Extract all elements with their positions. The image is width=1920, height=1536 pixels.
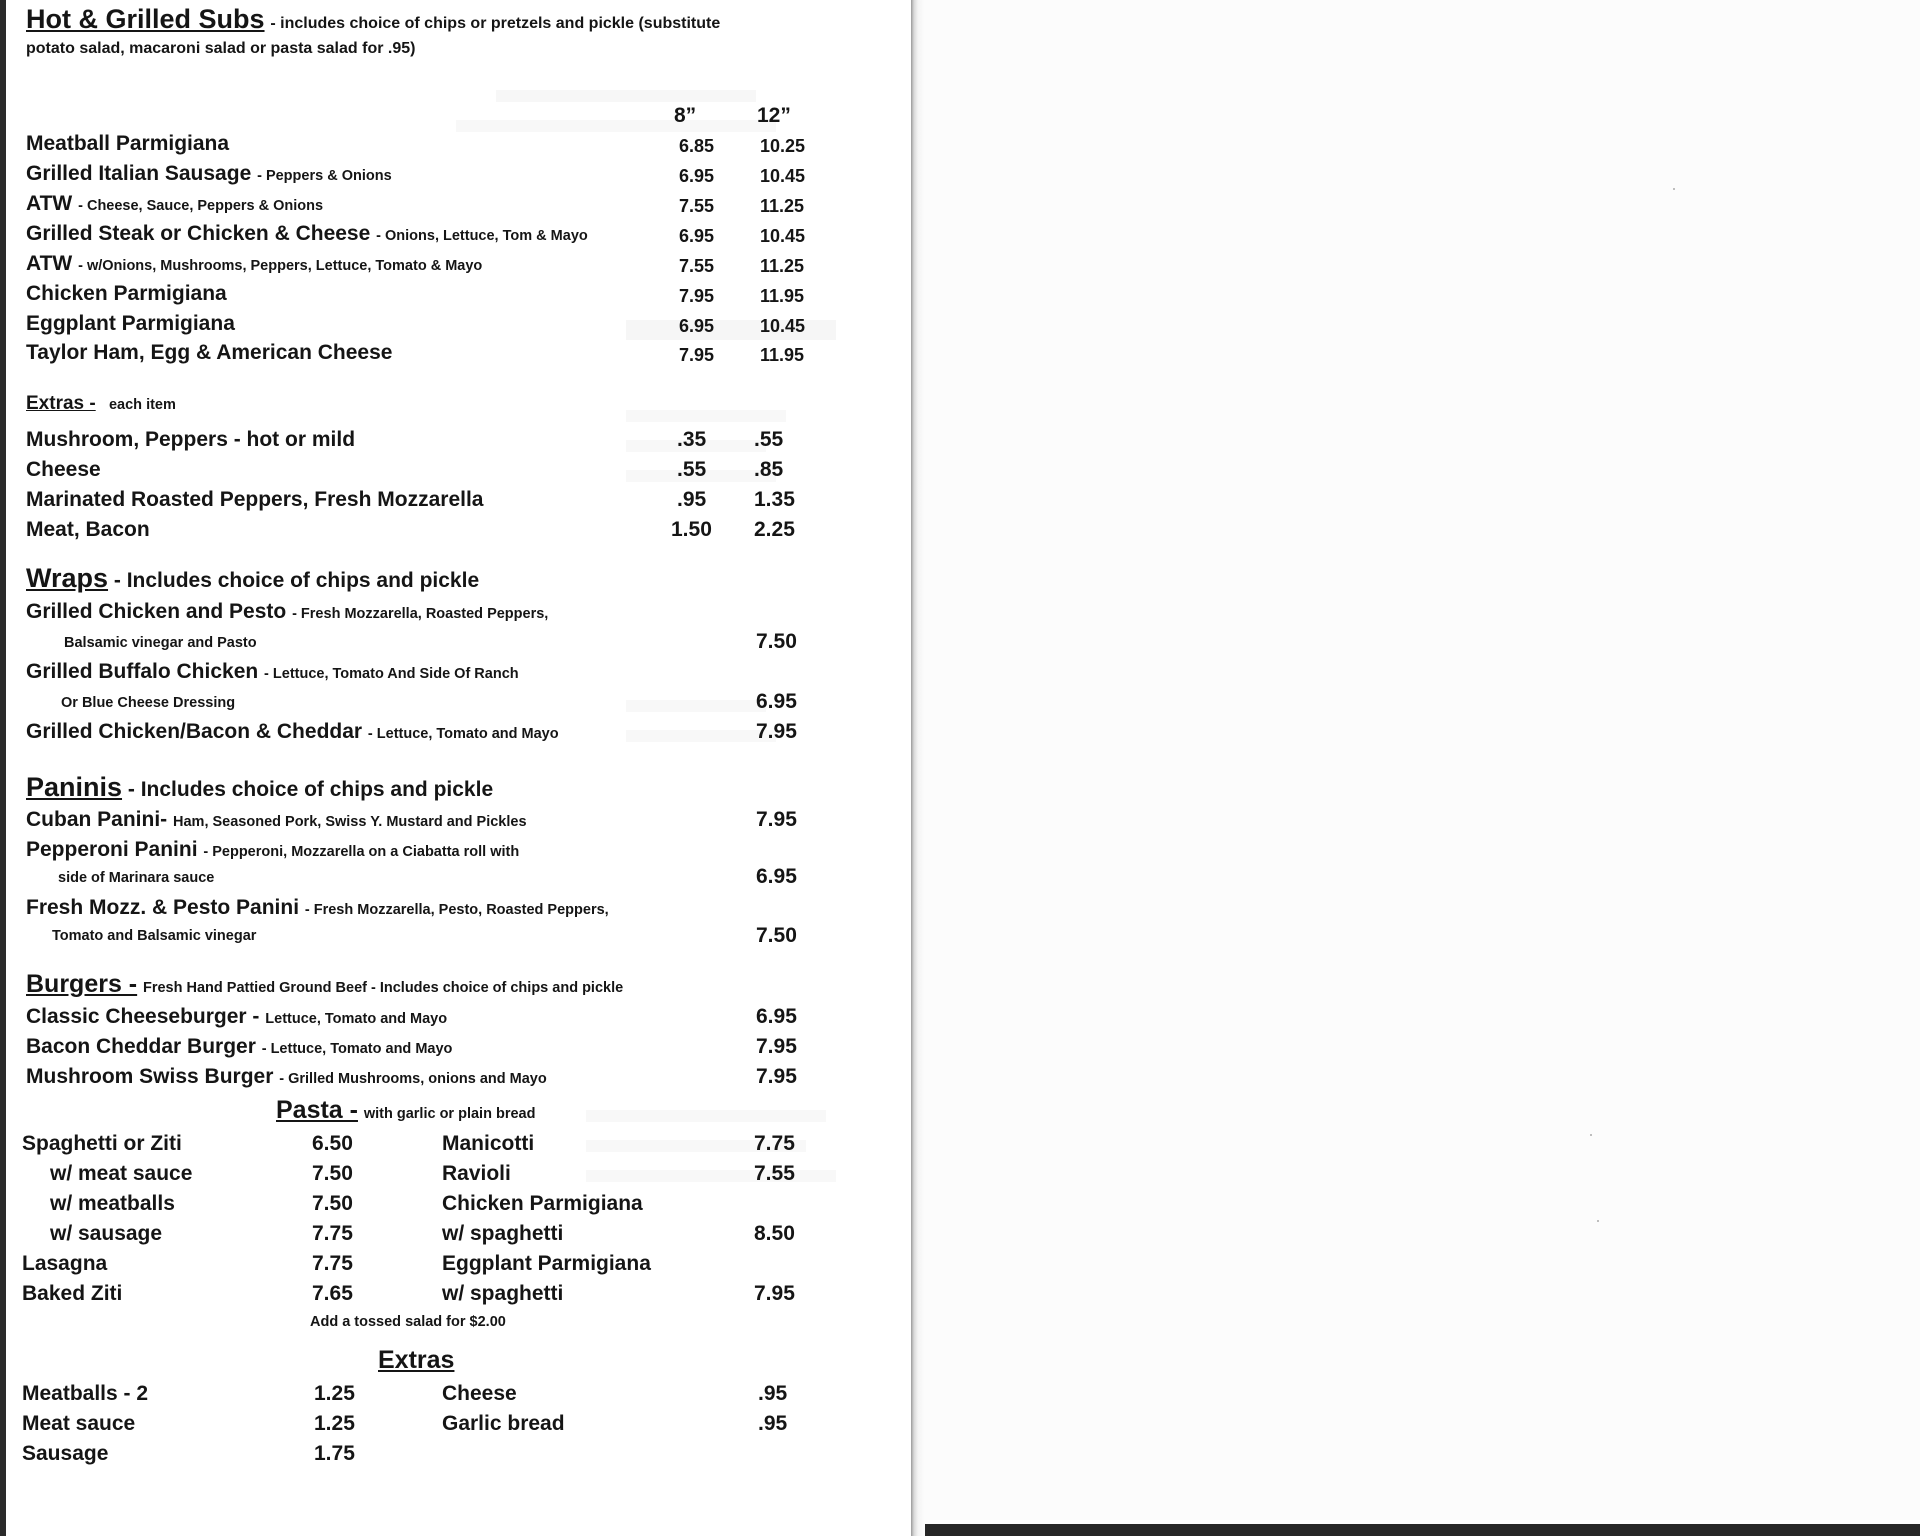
- wrap-price: 7.95: [756, 720, 797, 743]
- pasta-price: 7.55: [754, 1162, 795, 1185]
- sub-price-8: 7.55: [679, 196, 715, 216]
- menu-page-left: [6, 0, 911, 1536]
- pasta-price: 7.65: [312, 1282, 353, 1305]
- burgers-heading: [26, 970, 623, 999]
- sub-item: ATW - w/Onions, Mushrooms, Peppers, Lettuce, Tomato & Mayo: [26, 252, 483, 275]
- paninis-title: Paninis: [26, 772, 123, 802]
- pasta-item: Chicken Parmigiana: [442, 1192, 643, 1215]
- scan-bottom-edge: [925, 1524, 1920, 1536]
- extra-price-8: .35: [677, 428, 707, 451]
- sub-price-12: 11.95: [760, 345, 805, 365]
- pasta-item: Eggplant Parmigiana: [442, 1252, 651, 1275]
- sub-price-8: 7.55: [679, 256, 715, 276]
- pasta-price: 7.75: [312, 1252, 353, 1275]
- extra-price-8: .95: [677, 488, 707, 511]
- sub-item: Taylor Ham, Egg & American Cheese: [26, 341, 393, 364]
- wrap-price: 6.95: [756, 690, 797, 713]
- burger-price: 6.95: [756, 1005, 797, 1028]
- sub-item: Eggplant Parmigiana: [26, 312, 235, 335]
- subs-title: Hot & Grilled Subs: [26, 4, 265, 34]
- paninis-heading: [26, 772, 493, 803]
- sub-price-8: 7.95: [679, 286, 715, 306]
- pasta-price: 7.50: [312, 1162, 353, 1185]
- pasta-item: Manicotti: [442, 1132, 535, 1155]
- subs-subtitle: - includes choice of chips or pretzels and pickle (substitute: [270, 15, 721, 32]
- sub-price-8: 6.95: [679, 226, 715, 246]
- sub-price-8: 6.95: [679, 166, 715, 186]
- menu-page-right-blank: [925, 0, 1920, 1536]
- page-fold-shadow: [911, 0, 925, 1536]
- subs-subtitle-line2: potato salad, macaroni salad or pasta salad for .95): [26, 40, 416, 57]
- pasta-item: w/ spaghetti: [442, 1222, 564, 1245]
- wrap-item: Grilled Chicken/Bacon & Cheddar - Lettuce, Tomato and Mayo: [26, 720, 559, 743]
- wraps-heading: [26, 563, 479, 594]
- paninis-subtitle: - Includes choice of chips and pickle: [127, 778, 494, 801]
- burger-item: Classic Cheeseburger - Lettuce, Tomato and Mayo: [26, 1005, 448, 1028]
- pasta-title: Pasta -: [276, 1096, 358, 1124]
- extra-price-12: .55: [754, 428, 784, 451]
- pasta-extra-price: .95: [758, 1412, 788, 1435]
- pasta-price: 7.75: [312, 1222, 353, 1245]
- panini-item: Fresh Mozz. & Pesto Panini - Fresh Mozzarella, Pesto, Roasted Peppers,: [26, 896, 609, 919]
- burgers-title: Burgers -: [26, 970, 138, 998]
- burgers-subtitle: Fresh Hand Pattied Ground Beef - Includes choice of chips and pickle: [142, 980, 624, 996]
- sub-price-12: 11.25: [760, 196, 805, 216]
- extra-price-12: .85: [754, 458, 784, 481]
- extras-title: Extras -: [26, 393, 96, 414]
- sub-price-8: 6.85: [679, 136, 715, 156]
- pasta-price: 7.75: [754, 1132, 795, 1155]
- extra-item: Meat, Bacon: [26, 518, 150, 541]
- pasta-subtitle: with garlic or plain bread: [363, 1106, 536, 1122]
- sub-price-8: 6.95: [679, 316, 715, 336]
- pasta-extra-price: .95: [758, 1382, 788, 1405]
- sub-item: Grilled Italian Sausage - Peppers & Onions: [26, 162, 392, 185]
- pasta-item: Lasagna: [22, 1252, 108, 1275]
- sub-item: Chicken Parmigiana: [26, 282, 227, 305]
- extras-note: each item: [108, 397, 176, 413]
- size-8-header: 8”: [674, 104, 697, 127]
- pasta-price: 8.50: [754, 1222, 795, 1245]
- extra-price-12: 2.25: [754, 518, 795, 541]
- extra-item: Cheese: [26, 458, 101, 481]
- pasta-item: Baked Ziti: [22, 1282, 123, 1305]
- wrap-price: 7.50: [756, 630, 797, 653]
- burger-item: Bacon Cheddar Burger - Lettuce, Tomato and Mayo: [26, 1035, 453, 1058]
- pasta-extra-price: 1.75: [314, 1442, 355, 1465]
- sub-price-8: 7.95: [679, 345, 715, 365]
- pasta-item: w/ spaghetti: [442, 1282, 564, 1305]
- extra-item: Marinated Roasted Peppers, Fresh Mozzarella: [26, 488, 484, 511]
- pasta-extra-item: Meatballs - 2: [22, 1382, 149, 1405]
- panini-item-desc: Tomato and Balsamic vinegar: [52, 928, 257, 944]
- pasta-extra-item: Meat sauce: [22, 1412, 136, 1435]
- pasta-price: 6.50: [312, 1132, 353, 1155]
- scan-speck: [1673, 188, 1675, 190]
- sub-item: Meatball Parmigiana: [26, 132, 230, 155]
- subs-heading: [26, 4, 720, 35]
- extra-price-12: 1.35: [754, 488, 795, 511]
- sub-item: Grilled Steak or Chicken & Cheese - Onions, Lettuce, Tom & Mayo: [26, 222, 588, 245]
- sub-price-12: 10.45: [760, 226, 806, 246]
- pasta-heading: [276, 1096, 535, 1125]
- pasta-item: w/ meat sauce: [50, 1162, 193, 1185]
- pasta-item: Ravioli: [442, 1162, 511, 1185]
- scan-speck: [1597, 1220, 1599, 1222]
- size-12-header: 12”: [757, 104, 791, 127]
- extras-heading: [26, 393, 176, 415]
- pasta-item: Spaghetti or Ziti: [22, 1132, 182, 1155]
- pasta-extra-item: Sausage: [22, 1442, 109, 1465]
- wrap-item: Grilled Buffalo Chicken - Lettuce, Tomato And Side Of Ranch: [26, 660, 519, 683]
- sub-price-12: 10.45: [760, 166, 806, 186]
- wrap-item-desc: Balsamic vinegar and Pasto: [64, 635, 257, 651]
- panini-price: 6.95: [756, 865, 797, 888]
- pasta-item: w/ sausage: [50, 1222, 163, 1245]
- panini-item: Cuban Panini- Ham, Seasoned Pork, Swiss Y. Mustard and Pickles: [26, 808, 527, 831]
- wrap-item-desc: Or Blue Cheese Dressing: [61, 695, 236, 711]
- wraps-title: Wraps: [26, 563, 109, 593]
- extra-price-8: .55: [677, 458, 707, 481]
- pasta-item: w/ meatballs: [50, 1192, 175, 1215]
- sub-item: ATW - Cheese, Sauce, Peppers & Onions: [26, 192, 324, 215]
- burger-price: 7.95: [756, 1065, 797, 1088]
- extra-price-8: 1.50: [671, 518, 712, 541]
- sub-price-12: 10.45: [760, 316, 806, 336]
- pasta-extra-price: 1.25: [314, 1412, 355, 1435]
- pasta-price: 7.95: [754, 1282, 795, 1305]
- pasta-salad-note: Add a tossed salad for $2.00: [310, 1314, 506, 1330]
- burger-item: Mushroom Swiss Burger - Grilled Mushrooms, onions and Mayo: [26, 1065, 547, 1088]
- wraps-subtitle: - Includes choice of chips and pickle: [113, 569, 480, 592]
- panini-price: 7.95: [756, 808, 797, 831]
- extra-item: Mushroom, Peppers - hot or mild: [26, 428, 356, 451]
- pasta-extra-price: 1.25: [314, 1382, 355, 1405]
- pasta-extra-item: Garlic bread: [442, 1412, 565, 1435]
- burger-price: 7.95: [756, 1035, 797, 1058]
- panini-item-desc: side of Marinara sauce: [58, 870, 215, 886]
- sub-price-12: 11.25: [760, 256, 805, 276]
- sub-price-12: 10.25: [760, 136, 806, 156]
- pasta-extra-item: Cheese: [442, 1382, 517, 1405]
- panini-item: Pepperoni Panini - Pepperoni, Mozzarella on a Ciabatta roll with: [26, 838, 520, 861]
- pasta-extras-title: Extras: [378, 1346, 455, 1374]
- pasta-price: 7.50: [312, 1192, 353, 1215]
- sub-price-12: 11.95: [760, 286, 805, 306]
- scan-speck: [1590, 1134, 1592, 1136]
- panini-price: 7.50: [756, 924, 797, 947]
- wrap-item: Grilled Chicken and Pesto - Fresh Mozzarella, Roasted Peppers,: [26, 600, 549, 623]
